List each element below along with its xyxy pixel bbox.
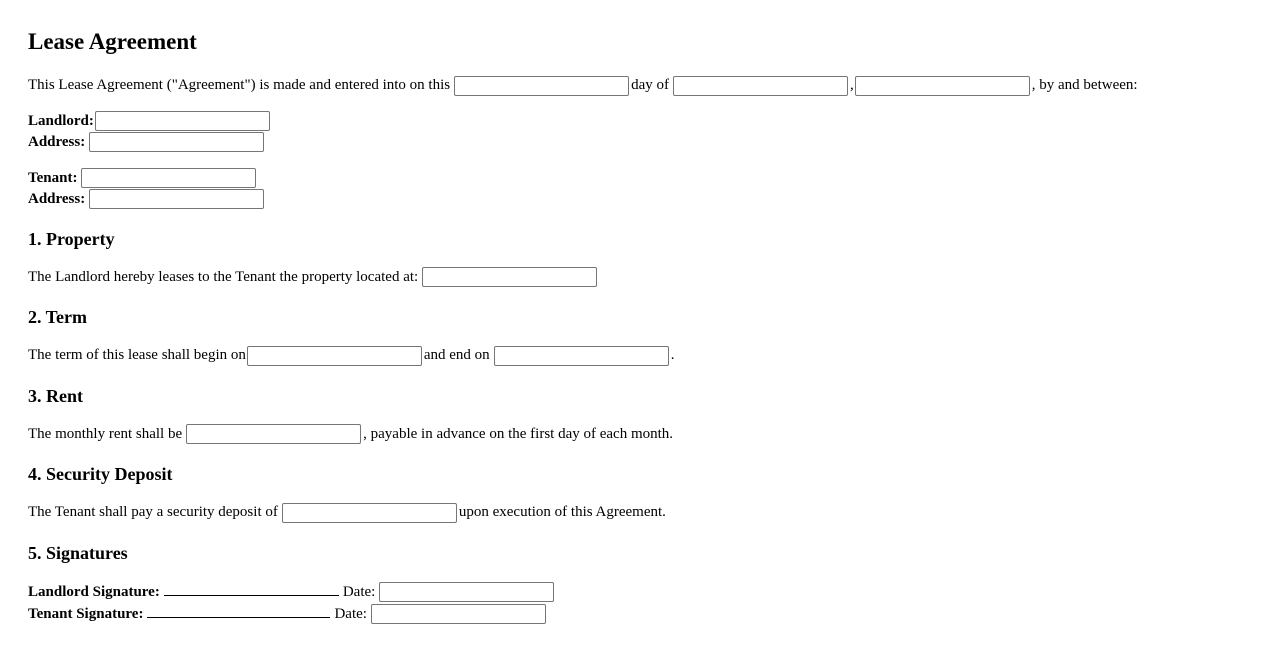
- rent-amount-input[interactable]: [186, 424, 361, 444]
- tenant-signature-label: Tenant Signature:: [28, 605, 144, 622]
- term-end-input[interactable]: [494, 346, 669, 366]
- section-heading-signatures: 5. Signatures: [28, 542, 128, 563]
- rent-text-before: The monthly rent shall be: [28, 425, 183, 442]
- property-text: The Landlord hereby leases to the Tenant the property located at:: [28, 268, 419, 285]
- tenant-date-label: Date:: [334, 605, 367, 622]
- rent-text-after: , payable in advance on the first day of each month.: [363, 425, 674, 442]
- landlord-signature-line: [164, 581, 339, 596]
- tenant-signature-line: [147, 603, 330, 618]
- intro-comma: ,: [850, 77, 854, 93]
- landlord-address-row: [28, 132, 1278, 153]
- tenant-row: [28, 168, 1278, 189]
- rent-paragraph: [28, 424, 1278, 445]
- section-heading-term: 2. Term: [28, 307, 88, 328]
- tenant-block: [28, 168, 1278, 210]
- tenant-address-input[interactable]: [89, 189, 264, 209]
- term-text-middle: and end on: [423, 347, 490, 364]
- tenant-name-input[interactable]: [81, 168, 256, 188]
- intro-text-before: This Lease Agreement ("Agreement") is made and entered into on this: [28, 77, 451, 93]
- section-heading-deposit: 4. Security Deposit: [28, 464, 173, 485]
- landlord-label: Landlord:: [28, 112, 94, 129]
- intro-text-after: , by and between:: [1031, 77, 1138, 93]
- landlord-sign-date-input[interactable]: [379, 582, 554, 602]
- tenant-signature-row: [28, 603, 1278, 625]
- property-paragraph: [28, 267, 1278, 288]
- term-start-input[interactable]: [247, 346, 422, 366]
- intro-day-input[interactable]: [454, 76, 629, 96]
- landlord-date-label: Date:: [342, 583, 376, 600]
- intro-text-day-of: day of: [631, 77, 670, 93]
- landlord-address-label: Address:: [28, 133, 86, 150]
- page-title: Lease Agreement: [28, 29, 197, 54]
- landlord-signature-row: [28, 581, 1278, 603]
- signatures-block: [28, 581, 1278, 625]
- term-text-before: The term of this lease shall begin on: [28, 347, 246, 364]
- landlord-block: [28, 111, 1278, 153]
- landlord-address-input[interactable]: [89, 132, 264, 152]
- tenant-sign-date-input[interactable]: [371, 604, 546, 624]
- tenant-address-label: Address:: [28, 190, 86, 207]
- intro-paragraph: [28, 75, 1278, 96]
- deposit-text-after: upon execution of this Agreement.: [458, 504, 666, 521]
- tenant-address-row: [28, 189, 1278, 210]
- landlord-row: [28, 111, 1278, 132]
- intro-month-input[interactable]: [673, 76, 848, 96]
- tenant-label: Tenant:: [28, 169, 78, 186]
- landlord-name-input[interactable]: [95, 111, 270, 131]
- section-heading-rent: 3. Rent: [28, 385, 83, 406]
- deposit-paragraph: [28, 502, 1278, 523]
- section-heading-property: 1. Property: [28, 228, 115, 249]
- property-address-input[interactable]: [422, 267, 597, 287]
- deposit-amount-input[interactable]: [282, 503, 457, 523]
- term-text-after: .: [670, 347, 675, 364]
- landlord-signature-label: Landlord Signature:: [28, 583, 160, 600]
- intro-year-input[interactable]: [855, 76, 1030, 96]
- term-paragraph: [28, 345, 1278, 366]
- deposit-text-before: The Tenant shall pay a security deposit of: [28, 504, 278, 521]
